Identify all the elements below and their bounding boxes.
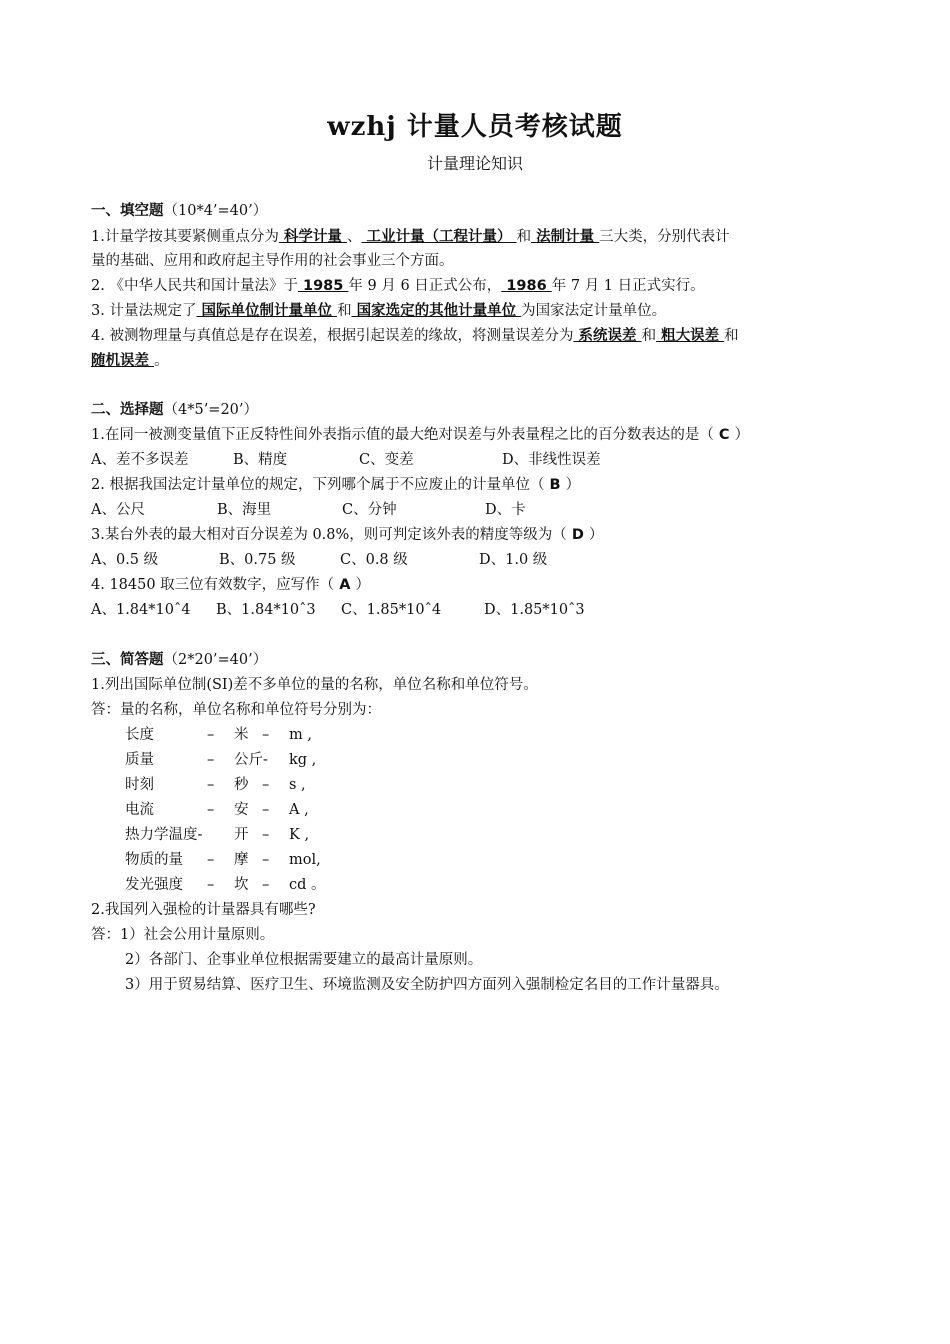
s2-q2-text: 2. 根据我国法定计量单位的规定，下列哪个属于不应废止的计量单位（ — [91, 477, 545, 493]
s1-q4-mid: 和 — [641, 328, 657, 344]
unit-quantity: 物质的量 — [125, 852, 183, 868]
option-d: D、1.0 级 — [479, 552, 548, 568]
s1-q2-answer2: 1986 — [501, 278, 552, 294]
option-c: C、0.8 级 — [340, 552, 408, 568]
option-a: A、公尺 — [91, 502, 145, 518]
section2-score: （4*5’=20’） — [163, 402, 259, 418]
s2-q3-text: 3.某台外表的最大相对百分误差为 0.8%，则可判定该外表的精度等级为（ — [91, 527, 567, 543]
page-subtitle: 计量理论知识 — [426, 154, 523, 173]
s1-q1-sep2: 和 — [516, 229, 532, 245]
option-a: A、差不多误差 — [91, 452, 189, 468]
unit-row — [125, 825, 897, 845]
s2-q4-close: ） — [355, 577, 371, 593]
unit-symbol: cd 。 — [289, 877, 326, 893]
s1-q4-text: 4. 被测物理量与真值总是存在误差，根据引起误差的缘故，将测量误差分为 — [91, 328, 574, 344]
page-title: wzhj 计量人员考核试题 — [327, 112, 623, 142]
s2-q1-text: 1.在同一被测变量值下正反特性间外表指示值的最大绝对误差与外表量程之比的百分数表达的是（ — [91, 427, 714, 443]
s1-q4-answer3: 随机误差 — [91, 353, 155, 369]
s2-q3-close: ） — [588, 527, 604, 543]
option-b: B、精度 — [233, 452, 288, 468]
s1-q3-mid: 和 — [337, 303, 352, 319]
option-a: A、0.5 级 — [91, 552, 159, 568]
option-c: C、分钟 — [342, 502, 397, 518]
section2-heading-line — [91, 400, 863, 420]
section2-heading: 二、选择题 — [91, 401, 164, 418]
s2-q1-answer: C — [713, 427, 735, 443]
unit-dash: – — [207, 727, 215, 743]
unit-symbol: A , — [289, 802, 309, 818]
s3-q1-text: 1.列出国际单位制(SI)差不多单位的量的名称，单位名称和单位符号。 — [91, 677, 538, 693]
option-b: B、1.84*10ˆ3 — [216, 602, 316, 618]
unit-symbol: kg , — [289, 752, 317, 768]
unit-quantity: 长度 — [125, 727, 154, 743]
s1-q3-answer2: 国家选定的其他计量单位 — [351, 303, 522, 319]
unit-name: 公斤- — [234, 752, 268, 768]
unit-name: 米 — [234, 727, 249, 743]
s2-q4-answer: A — [334, 577, 356, 593]
s3-a1-intro: 答：量的名称，单位名称和单位符号分别为： — [91, 702, 381, 718]
unit-row — [125, 850, 897, 870]
s2-q2-options — [91, 500, 863, 520]
unit-dash: – — [262, 727, 270, 743]
s1-q1-line1 — [91, 227, 863, 247]
unit-dash: – — [207, 752, 215, 768]
option-c: C、变差 — [359, 452, 414, 468]
option-d: D、卡 — [485, 502, 526, 518]
unit-name: 秒 — [234, 777, 249, 793]
s2-q1-close: ） — [734, 427, 750, 443]
s2-q3-options — [91, 550, 863, 570]
unit-name: 摩 — [234, 852, 249, 868]
unit-dash: – — [262, 777, 270, 793]
s1-q4-line2 — [91, 351, 863, 371]
unit-quantity: 发光强度 — [125, 877, 183, 893]
s2-q3-answer: D — [566, 527, 589, 543]
unit-row — [125, 725, 897, 745]
s1-q2-mid: 年 9 月 6 日正式公布， — [348, 278, 502, 294]
s2-q1-options — [91, 450, 863, 470]
unit-quantity: 热力学温度- — [125, 827, 203, 843]
option-c: C、1.85*10ˆ4 — [341, 602, 442, 618]
unit-row — [125, 775, 897, 795]
option-b: B、海里 — [217, 502, 272, 518]
s1-q3-line — [91, 301, 863, 321]
s2-q4-line — [91, 575, 863, 595]
unit-name: 开 — [234, 827, 249, 843]
section3-heading: 三、简答题 — [91, 651, 164, 668]
option-d: D、1.85*10ˆ3 — [484, 602, 585, 618]
unit-name: 安 — [234, 802, 249, 818]
s1-q3-tail: 为国家法定计量单位。 — [521, 303, 667, 319]
unit-quantity: 质量 — [125, 752, 154, 768]
section3-score: （2*20’=40’） — [163, 652, 268, 668]
unit-dash: – — [207, 777, 215, 793]
s1-q1-sep1: 、 — [346, 229, 362, 245]
option-d: D、非线性误差 — [502, 452, 601, 468]
unit-row — [125, 800, 897, 820]
s3-q2-text: 2.我国列入强检的计量器具有哪些? — [91, 902, 316, 918]
s3-a2-line1: 答：1）社会公用计量原则。 — [91, 927, 275, 943]
s3-a2-line2: 2）各部门、企事业单位根据需要建立的最高计量原则。 — [125, 952, 483, 968]
section3-heading-line — [91, 650, 863, 670]
section1-heading: 一、填空题 — [91, 202, 164, 219]
s2-q4-text: 4. 18450 取三位有效数字，应写作（ — [91, 577, 335, 593]
unit-dash: – — [262, 877, 270, 893]
s1-q2-tail: 年 7 月 1 日正式实行。 — [551, 278, 705, 294]
unit-symbol: mol, — [289, 852, 321, 868]
s1-q4-end: 。 — [154, 353, 169, 369]
unit-dash: – — [207, 877, 215, 893]
option-a: A、1.84*10ˆ4 — [91, 602, 191, 618]
s1-q1-tail: 三大类，分别代表计 — [599, 229, 730, 245]
s3-a2-line3: 3）用于贸易结算、医疗卫生、环境监测及安全防护四方面列入强制检定名目的工作计量器具。 — [125, 977, 729, 993]
unit-row — [125, 875, 897, 895]
section1-score: （10*4’=40’） — [163, 203, 268, 219]
unit-row — [125, 750, 897, 770]
s1-q1-answer2: 工业计量（工程计量） — [361, 229, 517, 245]
s1-q4-tail: 和 — [724, 328, 739, 344]
s1-q1-answer3: 法制计量 — [531, 229, 600, 245]
s1-q2-answer1: 1985 — [297, 278, 349, 294]
s1-q2-line — [91, 276, 863, 296]
s1-q4-answer2: 粗大误差 — [656, 328, 725, 344]
s2-q3-line — [91, 525, 863, 545]
unit-quantity: 电流 — [125, 802, 154, 818]
s2-q2-answer: B — [544, 477, 566, 493]
s2-q4-options — [91, 600, 863, 620]
section1-heading-line — [91, 201, 863, 221]
unit-dash: – — [207, 852, 215, 868]
s2-q2-line — [91, 475, 863, 495]
option-b: B、0.75 级 — [219, 552, 296, 568]
s1-q1-line2: 量的基础、应用和政府起主导作用的社会事业三个方面。 — [91, 253, 454, 269]
unit-symbol: m , — [289, 727, 312, 743]
unit-symbol: K , — [289, 827, 310, 843]
unit-name: 坎 — [234, 877, 249, 893]
unit-dash: – — [262, 827, 270, 843]
unit-dash: – — [207, 802, 215, 818]
unit-symbol: s , — [289, 777, 306, 793]
s2-q1-line — [91, 425, 863, 445]
s1-q3-text: 3. 计量法规定了 — [91, 303, 197, 319]
s1-q1-answer1: 科学计量 — [278, 229, 347, 245]
unit-quantity: 时刻 — [125, 777, 154, 793]
s1-q4-answer1: 系统误差 — [573, 328, 642, 344]
s1-q3-answer1: 国际单位制计量单位 — [196, 303, 338, 319]
s2-q2-close: ） — [565, 477, 581, 493]
s1-q4-line1 — [91, 326, 863, 346]
unit-dash: – — [262, 802, 270, 818]
s1-q1-text: 1.计量学按其要紧侧重点分为 — [91, 229, 279, 245]
s1-q2-text: 2. 《中华人民共和国计量法》于 — [91, 278, 298, 294]
unit-dash: – — [262, 852, 270, 868]
